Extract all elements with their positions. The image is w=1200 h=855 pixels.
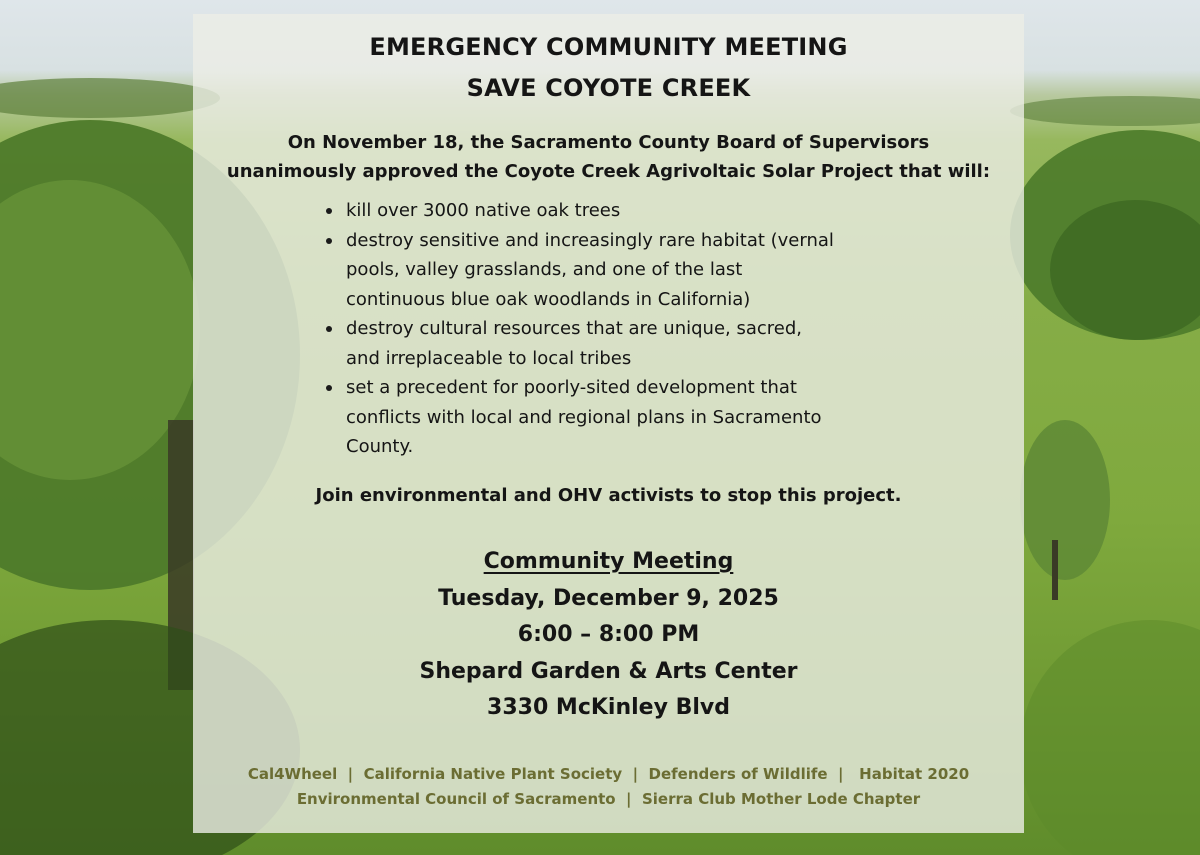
bullet-text: County. xyxy=(346,436,414,457)
bullet-text: kill over 3000 native oak trees xyxy=(346,200,621,221)
impact-bullet-list xyxy=(323,196,923,462)
title-line-1: EMERGENCY COMMUNITY MEETING xyxy=(369,33,848,61)
bullet-text: destroy sensitive and increasingly rare habitat (vernal xyxy=(346,229,834,251)
meeting-heading xyxy=(193,544,1024,581)
bullet-text: pools, valley grasslands, and one of the last xyxy=(346,259,743,280)
meeting-time: 6:00 – 8:00 PM xyxy=(517,622,700,647)
meeting-address: 3330 McKinley Blvd xyxy=(487,695,730,720)
intro-line-1: On November 18, the Sacramento County Board of Supervisors xyxy=(287,132,930,153)
bullet-item xyxy=(323,373,923,462)
bullet-text: conflicts with local and regional plans in Sacramento xyxy=(346,406,822,428)
meeting-date: Tuesday, December 9, 2025 xyxy=(438,586,779,611)
bullet-item xyxy=(323,196,923,226)
meeting-heading-text: Community Meeting xyxy=(483,549,734,574)
distant-treeline xyxy=(0,78,220,118)
sponsors-line-1: Cal4Wheel | California Native Plant Society | Defenders of Wildlife | Habitat 2020 xyxy=(247,765,970,783)
intro-line-2: unanimously approved the Coyote Creek Agrivoltaic Solar Project that will: xyxy=(226,161,991,182)
meeting-venue: Shepard Garden & Arts Center xyxy=(419,659,798,684)
bullet-item xyxy=(323,226,923,315)
bullet-text: set a precedent for poorly-sited development that xyxy=(346,377,797,398)
bullet-text: destroy cultural resources that are unique, sacred, xyxy=(346,318,803,339)
bullet-item xyxy=(323,314,923,373)
title-line-2: SAVE COYOTE CREEK xyxy=(466,74,751,102)
distant-treeline-right xyxy=(1010,96,1200,126)
call-to-action: Join environmental and OHV activists to stop this project. xyxy=(315,485,902,506)
sponsors-line-2: Environmental Council of Sacramento | Sierra Club Mother Lode Chapter xyxy=(296,790,921,808)
small-tree-right xyxy=(1020,420,1110,580)
grass-shade-right xyxy=(1020,620,1200,855)
small-tree-trunk-right xyxy=(1052,540,1058,600)
bullet-text: continuous blue oak woodlands in California) xyxy=(346,288,751,310)
bullet-text: and irreplaceable to local tribes xyxy=(346,347,632,369)
